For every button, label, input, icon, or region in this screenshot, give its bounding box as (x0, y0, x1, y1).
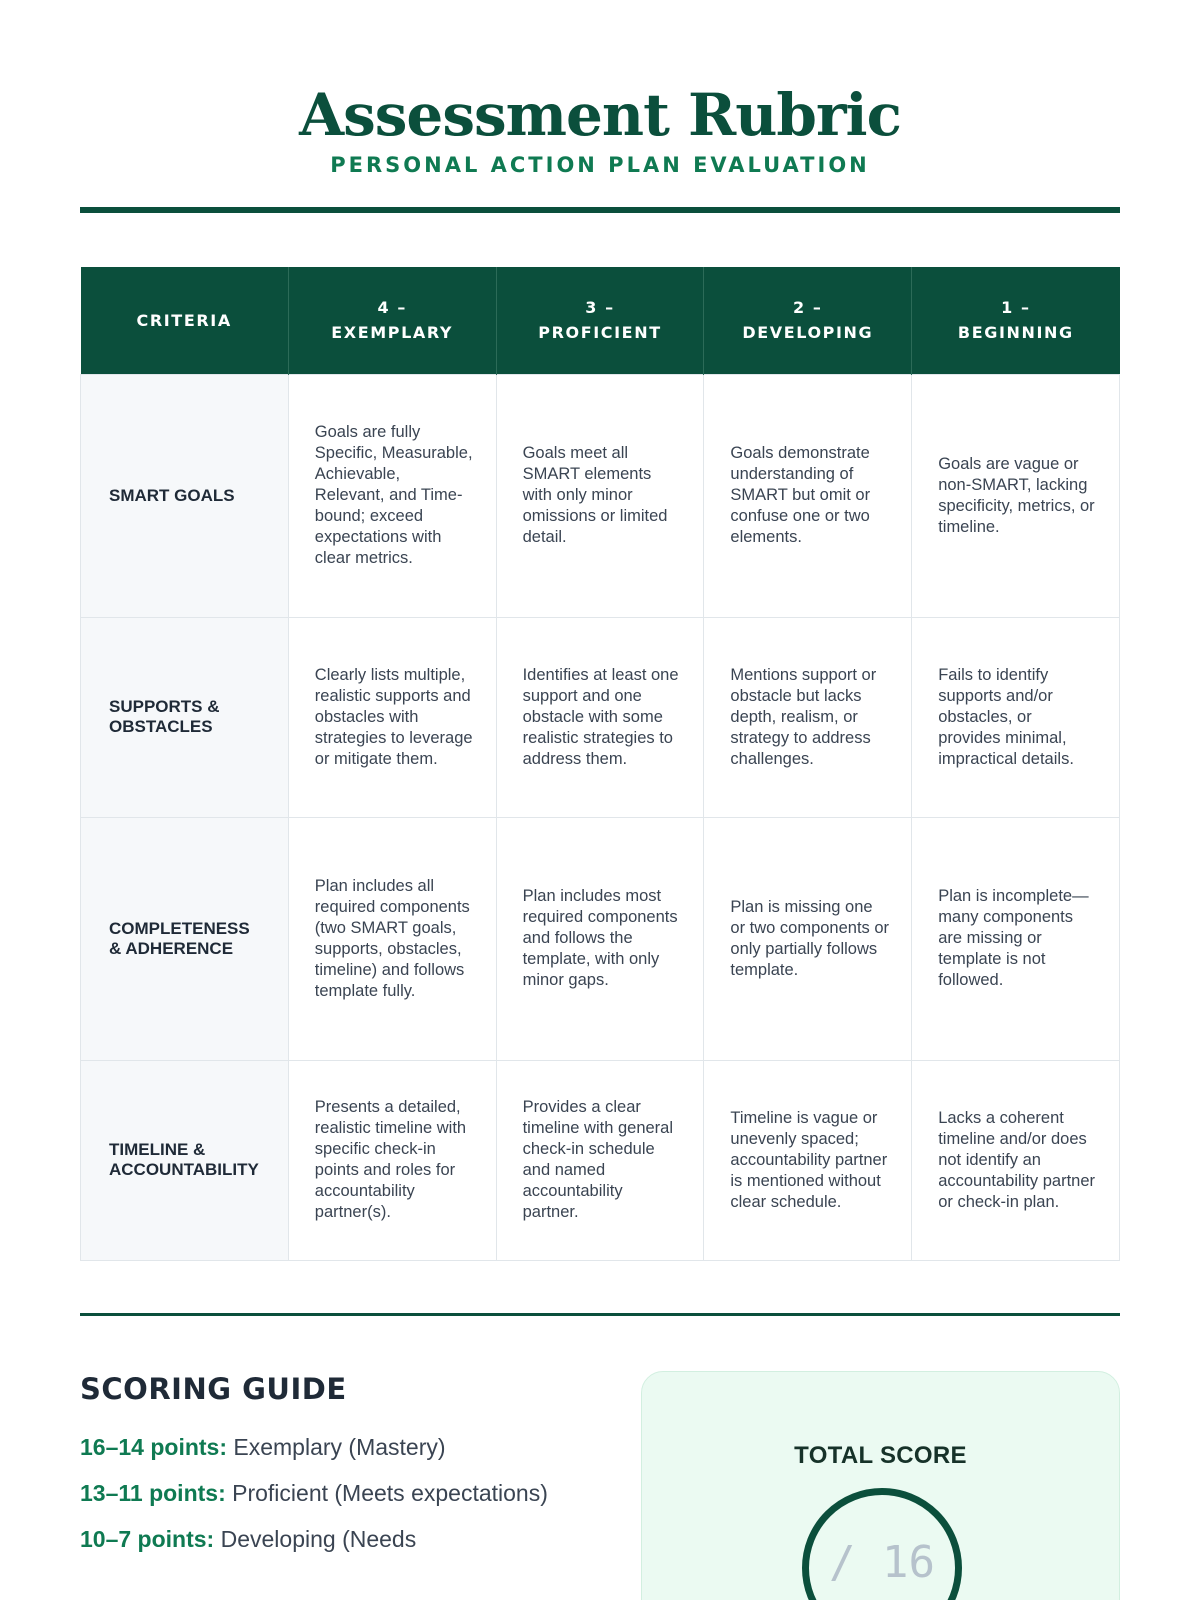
rubric-header-row (81, 267, 1120, 374)
total-score-card (641, 1371, 1120, 1600)
scoring-guide-heading: SCORING GUIDE (80, 1372, 347, 1406)
score-line (80, 1430, 560, 1464)
score-level: Exemplary (Mastery) (233, 1434, 446, 1460)
beginning-cell: Plan is incomplete—many components are missing or template is not followed. (912, 817, 1120, 1060)
criterion-cell: COMPLETENESS & ADHERENCE (81, 817, 289, 1060)
exemplary-cell: Clearly lists multiple, realistic supports and obstacles with strategies to leverage or mitigate them. (288, 617, 496, 817)
proficient-cell: Plan includes most required components and follows the template, with only minor gaps. (496, 817, 704, 1060)
column-header-proficient: 3 – PROFICIENT (496, 267, 704, 374)
rubric-table (80, 267, 1120, 1261)
beginning-cell: Goals are vague or non-SMART, lacking specificity, metrics, or timeline. (912, 374, 1120, 617)
score-line (80, 1522, 560, 1556)
total-score-label: TOTAL SCORE (794, 1442, 967, 1469)
page-title: Assessment Rubric (299, 81, 901, 149)
proficient-cell: Goals meet all SMART elements with only minor omissions or limited detail. (496, 374, 704, 617)
header-divider (80, 207, 1120, 213)
score-line (80, 1476, 560, 1510)
criterion-cell: SUPPORTS & OBSTACLES (81, 617, 289, 817)
column-header-criteria: CRITERIA (81, 267, 289, 374)
column-header-exemplary: 4 – EXEMPLARY (288, 267, 496, 374)
score-max: / 16 (829, 1537, 935, 1588)
beginning-cell: Fails to identify supports and/or obstacles, or provides minimal, impractical details. (912, 617, 1120, 817)
score-range: 13–11 points: (80, 1480, 226, 1506)
score-level: Proficient (Meets expectations) (232, 1480, 548, 1506)
table-row (81, 1060, 1120, 1260)
column-header-developing: 2 – DEVELOPING (704, 267, 912, 374)
criterion-cell: TIMELINE & ACCOUNTABILITY (81, 1060, 289, 1260)
table-row (81, 817, 1120, 1060)
page-subtitle: PERSONAL ACTION PLAN EVALUATION (330, 153, 870, 177)
developing-cell: Goals demonstrate understanding of SMART but omit or confuse one or two elements. (704, 374, 912, 617)
exemplary-cell: Goals are fully Specific, Measurable, Achievable, Relevant, and Time-bound; exceed expectations with clear metrics. (288, 374, 496, 617)
column-header-beginning: 1 – BEGINNING (912, 267, 1120, 374)
developing-cell: Timeline is vague or unevenly spaced; accountability partner is mentioned without clear schedule. (704, 1060, 912, 1260)
scoring-guide (80, 1372, 560, 1568)
score-range: 10–7 points: (80, 1526, 215, 1552)
proficient-cell: Identifies at least one support and one obstacle with some realistic strategies to address them. (496, 617, 704, 817)
score-range: 16–14 points: (80, 1434, 227, 1460)
table-row (81, 374, 1120, 617)
beginning-cell: Lacks a coherent timeline and/or does not identify an accountability partner or check-in plan. (912, 1060, 1120, 1260)
section-divider (80, 1313, 1120, 1316)
developing-cell: Plan is missing one or two components or only partially follows template. (704, 817, 912, 1060)
proficient-cell: Provides a clear timeline with general check-in schedule and named accountability partner. (496, 1060, 704, 1260)
score-level: Developing (Needs (220, 1526, 417, 1552)
exemplary-cell: Presents a detailed, realistic timeline with specific check-in points and roles for accountability partner(s). (288, 1060, 496, 1260)
page-header (80, 80, 1120, 180)
criterion-cell: SMART GOALS (81, 374, 289, 617)
exemplary-cell: Plan includes all required components (two SMART goals, supports, obstacles, timeline) and follows template fully. (288, 817, 496, 1060)
score-circle (802, 1488, 962, 1600)
developing-cell: Mentions support or obstacle but lacks depth, realism, or strategy to address challenges. (704, 617, 912, 817)
table-row (81, 617, 1120, 817)
